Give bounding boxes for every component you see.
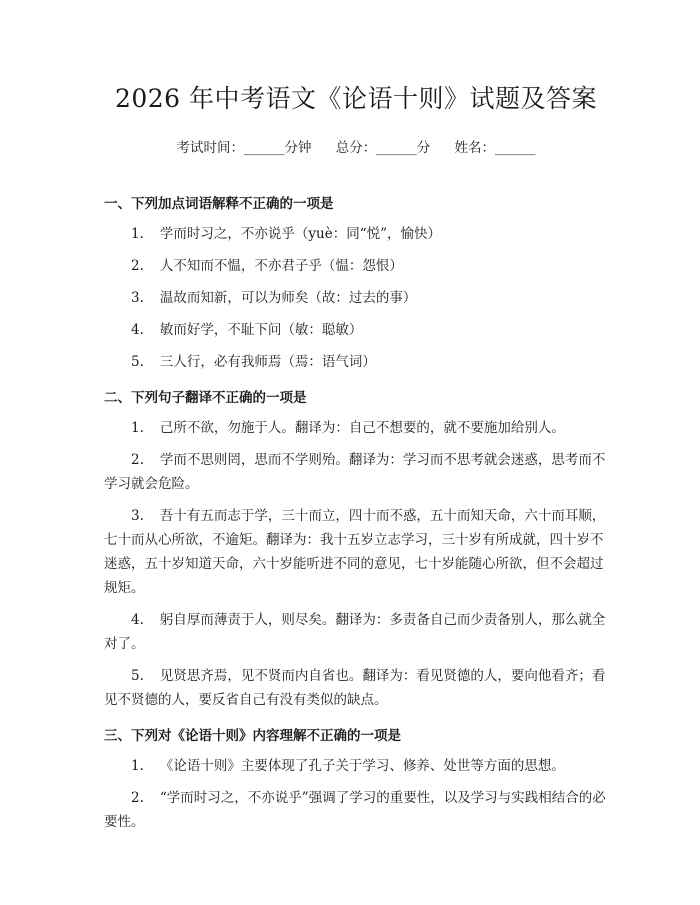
- item-text: 学而时习之，不亦说乎（yuè：同“悦”，愉快）: [159, 226, 442, 242]
- item-number: 3.: [131, 508, 144, 524]
- item-text: 三人行，必有我师焉（焉：语气词）: [159, 354, 376, 370]
- item-number: 2.: [131, 258, 144, 274]
- question-list: [104, 754, 608, 834]
- item-text: 躬自厚而薄责于人，则尽矣。翻译为：多责备自己而少责备别人，那么就全对了。: [104, 612, 606, 652]
- list-item: [104, 448, 608, 496]
- item-text: 人不知而不愠，不亦君子乎（愠：怨恨）: [159, 258, 403, 274]
- list-item: [104, 754, 608, 778]
- list-item: [104, 608, 608, 656]
- item-text: 学而不思则罔，思而不学则殆。翻译为：学习而不思考就会迷惑，思考而不学习就会危险。: [104, 452, 606, 492]
- section-title: 二、下列句子翻译不正确的一项是: [104, 390, 307, 406]
- item-number: 3.: [131, 290, 144, 306]
- list-item: [104, 222, 608, 246]
- item-number: 5.: [131, 354, 144, 370]
- item-text: 己所不欲，勿施于人。翻译为：自己不想要的，就不要施加给别人。: [159, 420, 565, 436]
- item-text: “学而时习之，不亦说乎”强调了学习的重要性，以及学习与实践相结合的必要性。: [104, 790, 606, 830]
- list-item: [104, 504, 608, 600]
- item-number: 4.: [131, 612, 144, 628]
- item-number: 2.: [131, 790, 144, 806]
- item-number: 1.: [131, 758, 144, 774]
- item-number: 1.: [131, 226, 144, 242]
- list-item: [104, 286, 608, 310]
- exam-time-field: 考试时间：______分钟: [176, 140, 312, 156]
- item-number: 5.: [131, 668, 144, 684]
- total-score-field: 总分：______分: [335, 140, 431, 156]
- list-item: [104, 318, 608, 342]
- section-2: [104, 388, 608, 712]
- question-list: [104, 416, 608, 712]
- item-text: 《论语十则》主要体现了孔子关于学习、修养、处世等方面的思想。: [159, 758, 565, 774]
- exam-meta: [104, 138, 608, 158]
- item-number: 4.: [131, 322, 144, 338]
- item-text: 吾十有五而志于学，三十而立，四十而不惑，五十而知天命，六十而耳顺，七十而从心所欲，不逾矩。翻译为：我十五岁立志学习，三十岁有所成就，四十岁不迷惑，五十岁知道天命，六十岁能听进不同的意见，七十岁能随心所欲，但不会超过规矩。: [104, 508, 606, 596]
- section-3: [104, 726, 608, 834]
- list-item: [104, 416, 608, 440]
- item-number: 2.: [131, 452, 144, 468]
- section-title: 三、下列对《论语十则》内容理解不正确的一项是: [104, 728, 401, 744]
- question-list: [104, 222, 608, 374]
- page-title: 2026 年中考语文《论语十则》试题及答案: [114, 84, 598, 113]
- list-item: [104, 350, 608, 374]
- item-text: 温故而知新，可以为师矣（故：过去的事）: [159, 290, 417, 306]
- item-text: 敏而好学，不耻下问（敏：聪敏）: [159, 322, 363, 338]
- list-item: [104, 254, 608, 278]
- list-item: [104, 786, 608, 834]
- item-number: 1.: [131, 420, 144, 436]
- list-item: [104, 664, 608, 712]
- item-text: 见贤思齐焉，见不贤而内自省也。翻译为：看见贤德的人，要向他看齐；看见不贤德的人，要反省自己有没有类似的缺点。: [104, 668, 606, 708]
- student-name-field: 姓名：______: [454, 140, 536, 156]
- section-1: [104, 194, 608, 374]
- section-title: 一、下列加点词语解释不正确的一项是: [104, 196, 334, 212]
